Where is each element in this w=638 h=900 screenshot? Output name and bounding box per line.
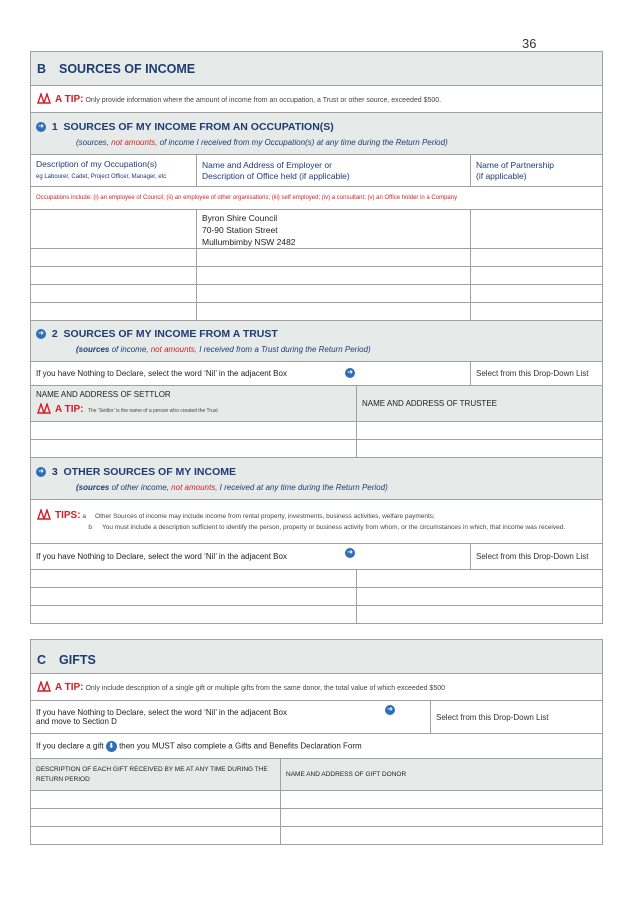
subsection-title: SOURCES OF MY INCOME FROM AN OCCUPATION(S) bbox=[63, 120, 334, 133]
tip-label: A TIP: bbox=[36, 94, 84, 105]
occupation-row bbox=[31, 249, 603, 267]
subsection-subtitle: (sources of other income, not amounts, I received at any time during the Return Period) bbox=[76, 482, 388, 492]
nothing-to-declare-label: If you have Nothing to Declare, select the word ‘Nil’ in the adjacent Box and move to Section D ➜ bbox=[31, 701, 431, 734]
tip-text: Only provide information where the amount of income from an occupation, a Trust or other source, exceeded $500. bbox=[85, 97, 442, 104]
section-title: SOURCES OF INCOME bbox=[59, 61, 196, 76]
occupation-row bbox=[31, 285, 603, 303]
trustee-col-header: NAME AND ADDRESS OF TRUSTEE bbox=[357, 386, 603, 422]
warning-icon bbox=[36, 403, 52, 414]
section-b-header bbox=[31, 52, 603, 86]
arrow-right-icon: ➜ bbox=[36, 122, 46, 132]
section-letter: C bbox=[37, 653, 47, 667]
page-number: 36 bbox=[522, 36, 537, 51]
gift-col-header: DESCRIPTION OF EACH GIFT RECEIVED BY ME AT ANY TIME DURING THE RETURN PERIOD bbox=[31, 759, 281, 791]
trust-nil-row bbox=[31, 362, 603, 386]
trust-nil-dropdown[interactable]: Select from this Drop-Down List bbox=[471, 362, 603, 386]
nothing-to-declare-label: If you have Nothing to Declare, select the word ‘Nil’ in the adjacent Box ➜ bbox=[31, 544, 471, 570]
occupation-cell[interactable] bbox=[31, 210, 197, 249]
arrow-right-icon: ➜ bbox=[345, 368, 355, 378]
occupation-row bbox=[31, 210, 603, 249]
gift-column-headers bbox=[31, 759, 603, 791]
settlor-col-header: NAME AND ADDRESS OF SETTLOR A TIP: The ‘Settlor’ is the name of a person who created the Trust bbox=[31, 386, 357, 422]
trust-column-headers bbox=[31, 386, 603, 422]
trust-subsection-header: ➜ 2 SOURCES OF MY INCOME FROM A TRUST (sources of income, not amounts, I received from a Trust during the Return Period) bbox=[31, 321, 603, 362]
occupation-subsection-header: ➜ 1 SOURCES OF MY INCOME FROM AN OCCUPATION(S) (sources, not amounts, of income I received from my Occupation(s) at any time during the Return Period) bbox=[31, 113, 603, 155]
arrow-down-icon: ⬇ bbox=[106, 741, 117, 752]
section-b-form bbox=[30, 51, 603, 624]
employer-cell[interactable]: Byron Shire Council 70-90 Station Street Mullumbimby NSW 2482 bbox=[197, 210, 471, 249]
gifts-nil-dropdown[interactable]: Select from this Drop-Down List bbox=[431, 701, 603, 734]
occupation-row bbox=[31, 267, 603, 285]
donor-col-header: NAME AND ADDRESS OF GIFT DONOR bbox=[281, 759, 603, 791]
section-title: GIFTS bbox=[59, 653, 96, 667]
gift-row bbox=[31, 827, 603, 845]
arrow-right-icon: ➜ bbox=[36, 329, 46, 339]
trust-row bbox=[31, 422, 603, 440]
nothing-to-declare-label: If you have Nothing to Declare, select the word ‘Nil’ in the adjacent Box ➜ bbox=[31, 362, 471, 386]
section-c-header bbox=[31, 640, 603, 674]
occupation-column-headers bbox=[31, 155, 603, 187]
section-c-tip-row bbox=[31, 674, 603, 701]
arrow-right-icon: ➜ bbox=[36, 467, 46, 477]
warning-icon bbox=[36, 681, 52, 692]
warning-icon bbox=[36, 93, 52, 104]
partnership-cell[interactable] bbox=[471, 210, 603, 249]
tip-b-text: You must include a description sufficient to identify the person, property or business activity from whom, or the circumstances in which, that income was received. bbox=[102, 524, 566, 531]
warning-icon bbox=[36, 509, 52, 520]
occupation-note: Occupations include: (i) an employee of Council; (ii) an employee of other organisations; (iii) self employed; (iv) a consultant; (v) an Office holder in a Company bbox=[31, 187, 603, 210]
occupation-note-row bbox=[31, 187, 603, 210]
tip-label: A TIP: bbox=[36, 404, 84, 415]
section-c-form bbox=[30, 639, 603, 845]
other-nil-row bbox=[31, 544, 603, 570]
subsection-title: SOURCES OF MY INCOME FROM A TRUST bbox=[63, 328, 278, 340]
section-letter: B bbox=[37, 61, 47, 76]
gift-row bbox=[31, 791, 603, 809]
tip-label: A TIP: bbox=[36, 682, 84, 693]
other-row bbox=[31, 570, 603, 588]
subsection-subtitle: (sources of income, not amounts, I received from a Trust during the Return Period) bbox=[76, 345, 371, 354]
other-tips-row: TIPS: a Other Sources of income may include income from rental property, investments, business activities, welfare payments; b You must include a description sufficient to identify the person, property or business activity from whom, or the circumstances in which, that income was received. bbox=[31, 500, 603, 544]
subsection-subtitle: (sources, not amounts, of income I received from my Occupation(s) at any time during the Return Period) bbox=[76, 137, 448, 147]
gifts-nil-row bbox=[31, 701, 603, 734]
gift-row bbox=[31, 809, 603, 827]
employer-col-header: Name and Address of Employer or Description of Office held (if applicable) bbox=[197, 155, 471, 187]
other-row bbox=[31, 588, 603, 606]
other-subsection-header: ➜ 3 OTHER SOURCES OF MY INCOME (sources of other income, not amounts, I received at any time during the Return Period) bbox=[31, 458, 603, 500]
trust-row bbox=[31, 440, 603, 458]
tips-label: TIPS: bbox=[36, 510, 81, 521]
partnership-col-header: Name of Partnership (if applicable) bbox=[471, 155, 603, 187]
occupation-row bbox=[31, 303, 603, 321]
tip-text: Only include description of a single gift or multiple gifts from the same donor, the total value of which exceeded $500 bbox=[85, 685, 446, 692]
tip-a-text: Other Sources of income may include income from rental property, investments, business activities, welfare payments; bbox=[95, 513, 435, 520]
other-nil-dropdown[interactable]: Select from this Drop-Down List bbox=[471, 544, 603, 570]
subsection-title: OTHER SOURCES OF MY INCOME bbox=[63, 465, 237, 478]
arrow-right-icon: ➜ bbox=[345, 548, 355, 558]
gift-declare-row: If you declare a gift ⬇ then you MUST also complete a Gifts and Benefits Declaration Form bbox=[31, 734, 603, 759]
section-b-tip-row bbox=[31, 86, 603, 113]
occupation-col-header: Description of my Occupation(s) eg Labourer, Cadet, Project Officer, Manager, etc bbox=[31, 155, 197, 187]
other-row bbox=[31, 606, 603, 624]
arrow-right-icon: ➜ bbox=[385, 705, 395, 715]
